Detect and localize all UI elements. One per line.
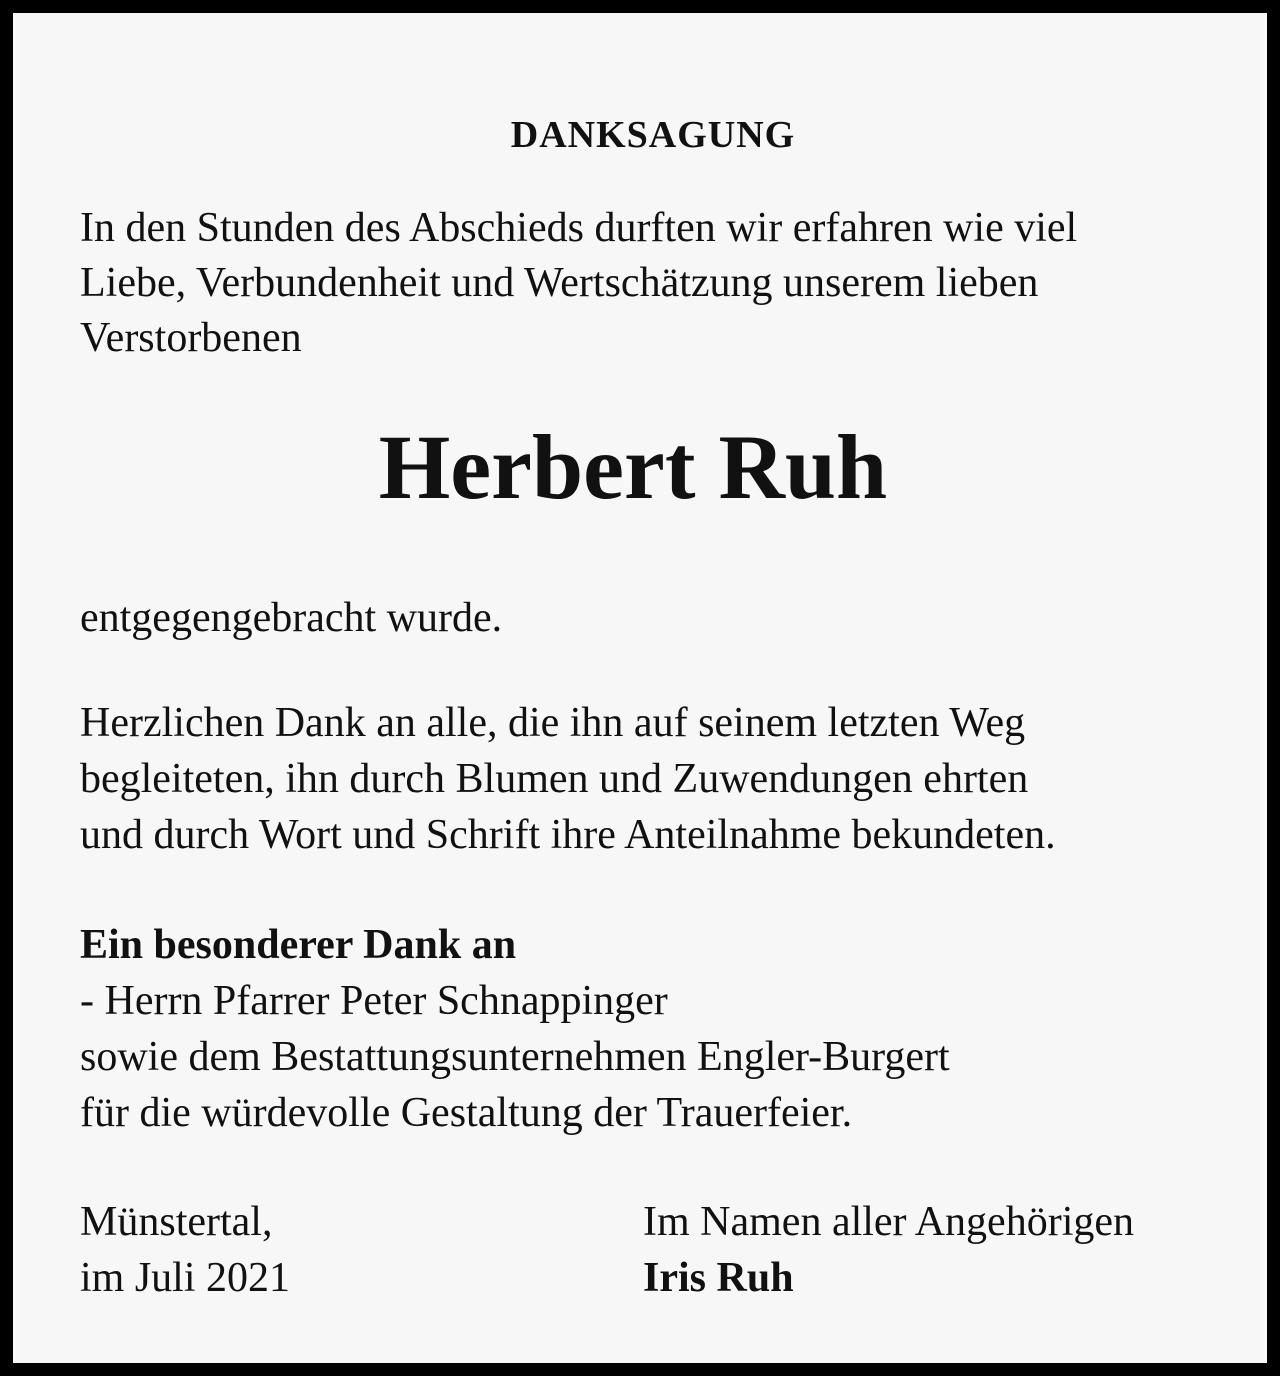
place-date-block: [80, 1194, 290, 1306]
special-thanks-heading: Ein besonderer Dank an: [80, 922, 517, 968]
notice-heading: DANKSAGUNG: [510, 114, 796, 156]
special-thanks-line: für die würdevolle Gestaltung der Trauerfeier.: [80, 1090, 853, 1136]
intro-line: In den Stunden des Abschieds durften wir erfahren wie viel: [80, 205, 1078, 251]
special-thanks-line: - Herrn Pfarrer Peter Schnappinger: [80, 978, 668, 1024]
special-thanks-section: [80, 917, 1240, 1141]
intro-line: Verstorbenen: [80, 315, 302, 361]
signoff-line: Im Namen aller Angehörigen: [643, 1199, 1134, 1245]
date-text: im Juli 2021: [80, 1255, 291, 1301]
after-name-text: entgegengebracht wurde.: [80, 595, 503, 641]
special-thanks-line: sowie dem Bestattungsunternehmen Engler-Burgert: [80, 1034, 950, 1080]
thanks-line: und durch Wort und Schrift ihre Anteilnahme bekundeten.: [80, 812, 1056, 858]
place-text: Münstertal,: [80, 1199, 273, 1245]
signer-name: Iris Ruh: [643, 1255, 794, 1301]
thanks-paragraph: [80, 695, 1240, 863]
intro-line: Liebe, Verbundenheit und Wertschätzung unserem lieben: [80, 260, 1039, 306]
thanks-line: Herzlichen Dank an alle, die ihn auf seinem letzten Weg: [80, 700, 1026, 746]
thanks-line: begleiteten, ihn durch Blumen und Zuwendungen ehrten: [80, 756, 1029, 802]
intro-paragraph: [80, 201, 1240, 366]
deceased-name: Herbert Ruh: [378, 416, 888, 518]
signature-block: [643, 1194, 1134, 1306]
